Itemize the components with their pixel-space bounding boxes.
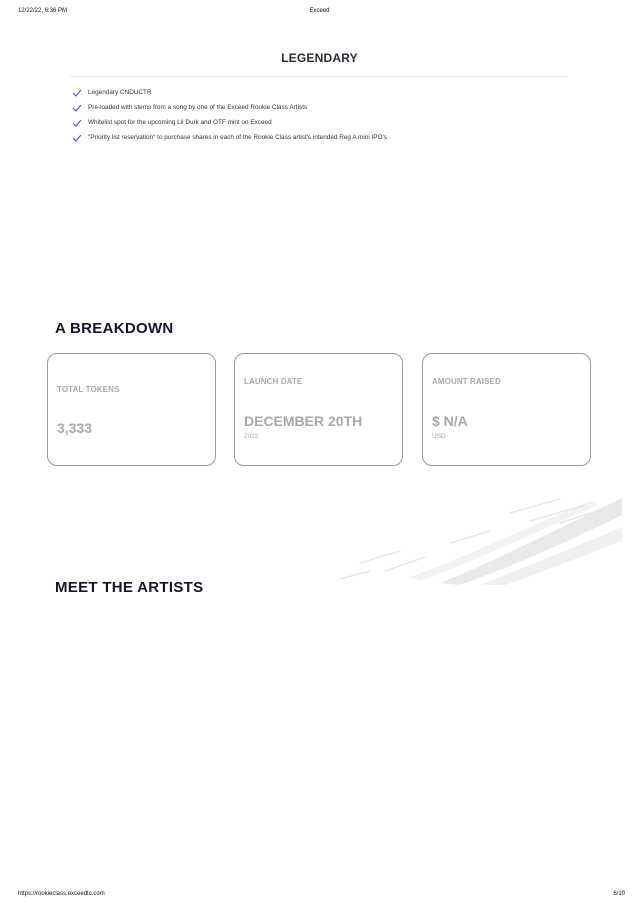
card-value: $ N/A (432, 413, 468, 429)
meet-artists-title: MEET THE ARTISTS (55, 579, 204, 596)
card-value: DECEMBER 20TH (244, 413, 363, 429)
print-header (0, 8, 639, 18)
card-sub: USD (432, 433, 446, 440)
card-label: TOTAL TOKENS (57, 385, 120, 394)
card-label: AMOUNT RAISED (432, 377, 501, 386)
check-icon (72, 104, 82, 112)
print-page-title: Exceed (309, 8, 330, 14)
amount-raised-card (422, 353, 591, 466)
card-label: LAUNCH DATE (244, 377, 303, 386)
breakdown-title: A BREAKDOWN (55, 320, 174, 337)
print-url: https://rookieclass.exceedtc.com (18, 891, 105, 897)
card-sub: 2022 (244, 433, 259, 440)
feature-text: Whitelist spot for the upcoming Lil Durk and OTF mint on Exceed (88, 119, 272, 126)
print-datetime: 12/22/22, 6:36 PM (18, 8, 68, 14)
card-value: 3,333 (57, 420, 93, 436)
print-footer (0, 891, 639, 901)
brush-stroke-decoration (330, 493, 622, 585)
feature-item (72, 131, 387, 146)
check-icon (72, 134, 82, 142)
feature-text: Pre-loaded with stems from a song by one of the Exceed Rookie Class Artists (88, 104, 308, 111)
launch-date-card (234, 353, 403, 466)
tier-divider (70, 76, 568, 77)
feature-item (72, 86, 387, 101)
check-icon (72, 119, 82, 127)
feature-text: "Priority list reservation" to purchase shares in each of the Rookie Class artist's intended Reg A mini IPO's (88, 134, 387, 141)
feature-item (72, 101, 387, 116)
print-page-number: 6/10 (613, 891, 625, 897)
feature-text: Legendary CNDUCTR (88, 89, 152, 96)
total-tokens-card (47, 353, 216, 466)
check-icon (72, 89, 82, 97)
tier-title: LEGENDARY (281, 51, 358, 65)
feature-item (72, 116, 387, 131)
tier-feature-list (72, 86, 387, 146)
